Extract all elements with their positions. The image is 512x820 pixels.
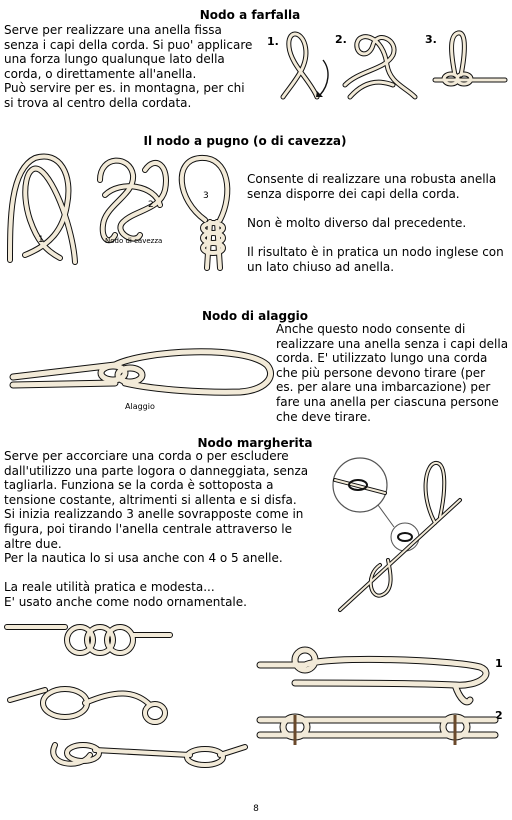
text-line: Non è molto diverso dal precedente. (247, 215, 467, 230)
text-line: realizzare una anella senza i capi della (276, 336, 509, 351)
step-label: 2. (335, 33, 347, 46)
text-line: dall'utilizzo una parte logora o danneggiata, senza (4, 463, 309, 478)
text-line: es. per alare una imbarcazione) per (276, 380, 491, 395)
text-line: un lato chiuso ad anella. (247, 259, 395, 274)
text-line: senza disporre dei capi della corda. (247, 186, 460, 201)
text-line: tagliarla. Funziona se la corda è sottoposta a (4, 478, 274, 493)
text-line: una forza lungo qualunque lato della (4, 52, 225, 67)
text-line: che più persone devono tirare (per (276, 365, 486, 380)
pugno-illustration (5, 150, 245, 270)
section-title-farfalla: Nodo a farfalla (199, 8, 301, 22)
text-line (4, 566, 308, 581)
margherita-text (4, 449, 308, 610)
figure-caption: Nodo di cavezza (105, 237, 163, 245)
text-line (247, 230, 504, 245)
alaggio-illustration (5, 335, 275, 420)
text-line: Si inizia realizzando 3 anelle sovrapposte come in (4, 507, 304, 522)
margherita-numbered-illustration (255, 645, 510, 755)
step-label: 1. (267, 35, 279, 48)
pugno-text (247, 172, 504, 274)
figure-label: 3 (203, 191, 209, 201)
text-line: tensione costante, altrimenti si allenta e si disfa. (4, 492, 297, 507)
text-line: Anche questo nodo consente di (276, 322, 466, 336)
text-line: senza i capi della corda. Si puo' applicare (4, 37, 253, 52)
figure-label: 2 (495, 709, 503, 722)
text-line: corda, o direttamente all'anella. (4, 66, 197, 81)
alaggio-text (276, 322, 508, 424)
section-title-margherita: Nodo margherita (197, 436, 313, 450)
figure-label: 1 (495, 657, 503, 670)
text-line (247, 201, 504, 216)
text-line: E' usato anche come nodo ornamentale. (4, 594, 247, 609)
text-line: Il risultato è in pratica un nodo inglese con (247, 244, 504, 259)
text-line: Per la nautica lo si usa anche con 4 o 5 anelle. (4, 551, 283, 566)
margherita-stages-illustration (5, 615, 250, 775)
page-number: 8 (253, 804, 259, 814)
figure-caption: Alaggio (125, 402, 155, 411)
figure-label: 2 (148, 200, 154, 210)
text-line: corda. E' utilizzato lungo una corda (276, 351, 488, 366)
margherita-diagonal-illustration (320, 455, 480, 615)
text-line: che deve tirare. (276, 409, 371, 424)
text-line: altre due. (4, 536, 62, 551)
section-title-alaggio: Nodo di alaggio (201, 309, 309, 323)
step-label: 3. (425, 33, 437, 46)
figure-label: 1 (38, 235, 44, 245)
text-line: fare una anella per ciascuna persone (276, 394, 499, 409)
text-line: Consente di realizzare una robusta anella (247, 172, 497, 186)
text-line: Può servire per es. in montagna, per chi (4, 81, 245, 96)
text-line: figura, poi tirando l'anella centrale attraverso le (4, 521, 293, 536)
farfalla-text (4, 23, 252, 111)
text-line: si trova al centro della cordata. (4, 95, 192, 110)
section-title-pugno: Il nodo a pugno (o di cavezza) (143, 134, 347, 148)
farfalla-illustration (265, 25, 510, 105)
text-line: La reale utilità pratica e modesta... (4, 580, 215, 595)
text-line: Serve per accorciare una corda o per escludere (4, 449, 289, 463)
text-line: Serve per realizzare una anella fissa (4, 23, 222, 37)
